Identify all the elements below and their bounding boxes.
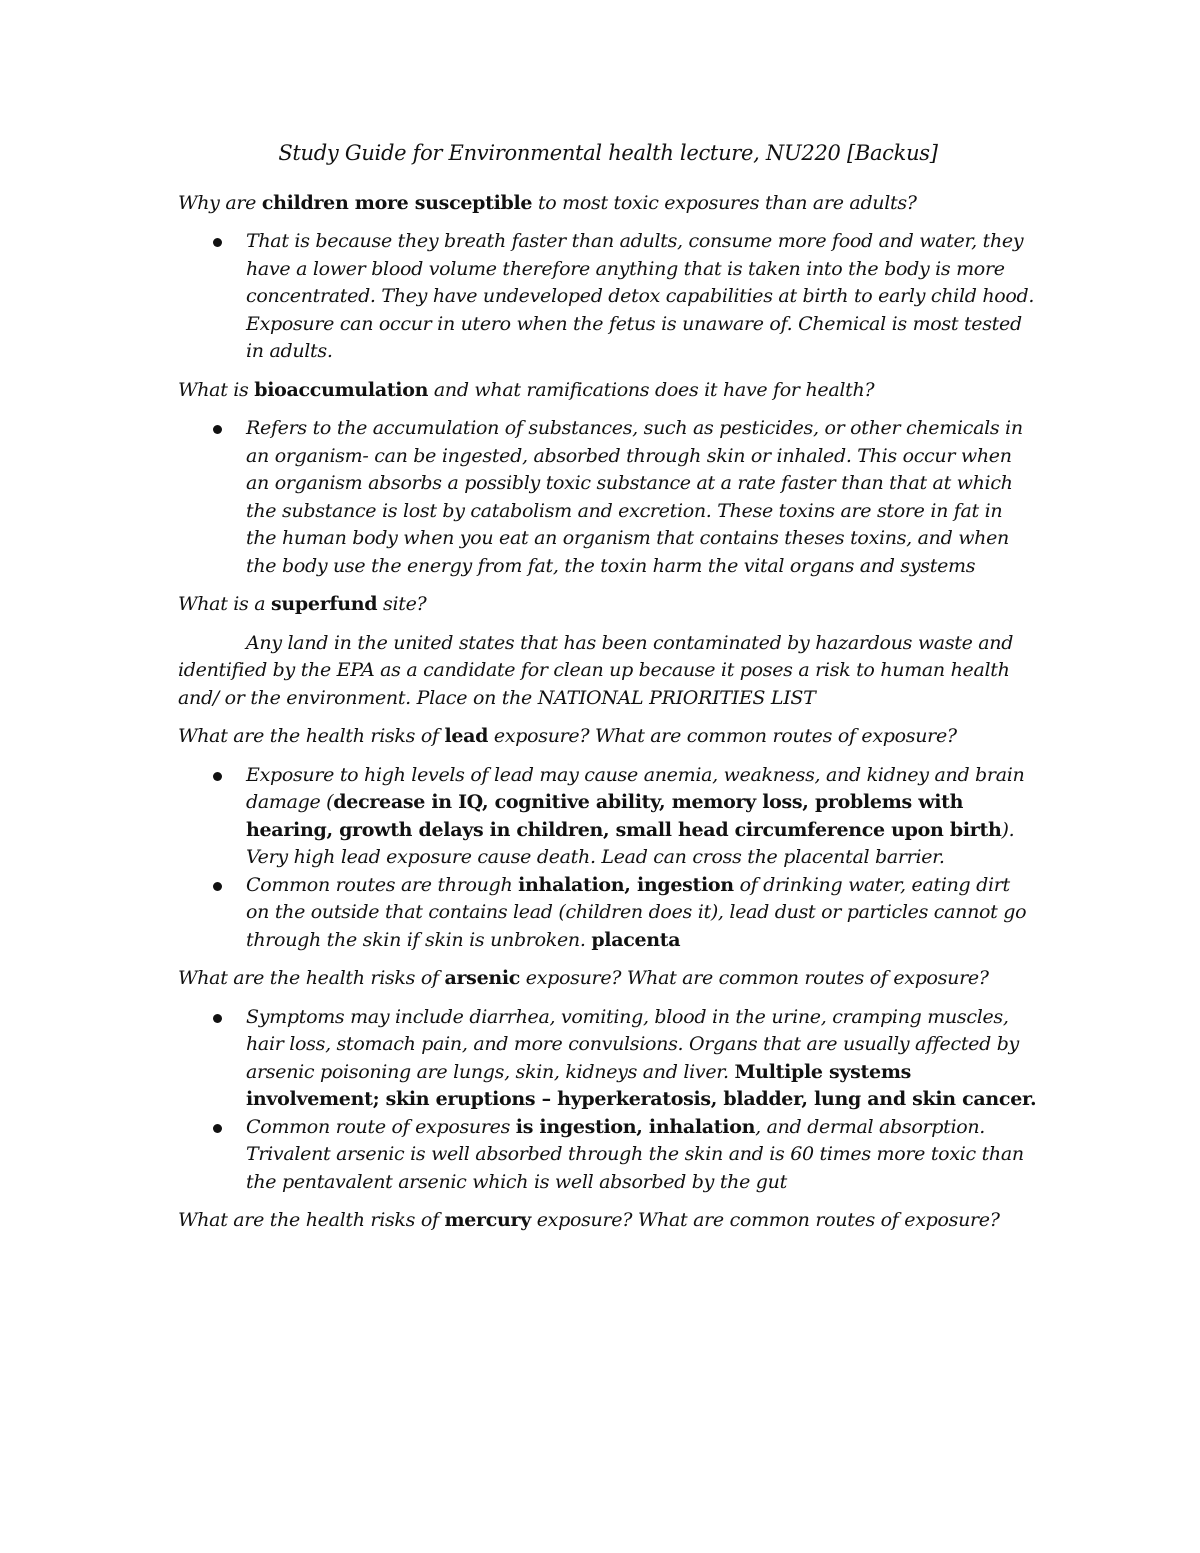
answer-bullet xyxy=(178,415,1038,580)
answer-bullet xyxy=(178,762,1038,872)
question-keyword: bioaccumulation xyxy=(254,378,429,401)
bullet-icon xyxy=(213,1124,222,1133)
answer-list-arsenic xyxy=(178,1004,1038,1197)
answer-text: of drinking water, eating dirt on the outside that contains lead (children does it), lead dust or particles cannot go through the skin if skin is unbroken. xyxy=(246,873,1027,951)
answer-bold-text: ingestion xyxy=(636,873,734,896)
answer-text: Symptoms may include diarrhea, vomiting, blood in the urine, cramping muscles, hair loss, stomach pain, and more convulsions. Organs that are usually affected by arsenic poisoning are lungs, skin, kidneys and liver. xyxy=(246,1005,1019,1083)
question-mercury xyxy=(178,1207,1038,1235)
question-text: site? xyxy=(377,593,427,615)
question-text: What are the health risks of xyxy=(178,1209,445,1231)
bullet-icon xyxy=(213,882,222,891)
question-keyword: children more susceptible xyxy=(261,191,533,214)
answer-text: Common route of exposures xyxy=(246,1115,516,1138)
question-text: What are the health risks of xyxy=(178,967,445,989)
question-arsenic xyxy=(178,965,1038,993)
bullet-icon xyxy=(213,425,222,434)
answer-text: Refers to the accumulation of substances, such as pesticides, or other chemicals in an organism- can be ingested, absorbed through skin or inhaled. This occur when an organism absorbs a possibly toxic substance at a rate faster than that at which the substance is lost by catabolism and excretion. These toxins are store in fat in the human body when you eat an organism that contains theses toxins, and when the body use the energy from fat, the toxin harm the vital organs and systems xyxy=(246,417,1023,577)
question-text: to most toxic exposures than are adults? xyxy=(532,191,917,214)
answer-bullet xyxy=(178,1004,1038,1114)
question-text: What is xyxy=(178,378,255,401)
answer-bullet xyxy=(178,228,1038,366)
question-children xyxy=(178,190,1038,218)
answer-text: ). Very high lead exposure cause death. Lead can cross the placental barrier. xyxy=(246,818,1015,868)
answer-list-children xyxy=(178,228,1038,366)
document-title: Study Guide for Environmental health lecture, NU220 [Backus] xyxy=(278,141,938,165)
answer-bold-text: placenta xyxy=(591,928,681,951)
answer-superfund: Any land in the united states that has been contaminated by hazardous waste and identified by the EPA as a candidate for clean up because it poses a risk to human health and/ or the environment. Place on the NATIONAL PRIORITIES LIST xyxy=(178,631,1014,709)
bullet-icon xyxy=(213,238,222,247)
question-keyword: superfund xyxy=(271,593,378,615)
answer-list-lead xyxy=(178,762,1038,955)
answer-bold-text: is ingestion, inhalation xyxy=(515,1115,756,1138)
question-bioaccumulation xyxy=(178,377,1038,405)
answer-bullet xyxy=(178,1114,1038,1197)
question-text: exposure? What are common routes of exposure? xyxy=(520,967,989,989)
answer-bold-text: . xyxy=(1029,1088,1037,1110)
answer-bullet xyxy=(178,872,1038,955)
question-text: and what ramifications does it have for health? xyxy=(428,378,875,401)
question-lead xyxy=(178,723,1038,751)
bullet-icon xyxy=(213,1014,222,1023)
answer-text: , and dermal absorption. Trivalent arsenic is well absorbed through the skin and is 60 times more toxic than the pentavalent arsenic which is well absorbed by the gut xyxy=(246,1115,1024,1193)
question-text: exposure? What are common routes of exposure? xyxy=(488,725,957,747)
answer-text: Common routes are through xyxy=(246,873,519,896)
question-text: exposure? What are common routes of exposure? xyxy=(531,1209,1000,1231)
question-keyword: mercury xyxy=(444,1209,531,1231)
answer-text: Exposure to high levels of lead may cause anemia, weakness, and kidney and brain damage ( xyxy=(246,763,1025,813)
answer-bold-text: decrease in IQ, cognitive ability, memory loss, problems with hearing, growth delays in children, small head circumference upon birth xyxy=(246,791,1002,841)
question-text: What is a xyxy=(178,593,272,615)
question-text: What are the health risks of xyxy=(178,725,445,747)
answer-bold-text: Multiple systems involvement; skin eruptions – hyperkeratosis, bladder, lung and skin cancer xyxy=(246,1060,1030,1110)
document-body xyxy=(178,140,1038,1246)
question-text: Why are xyxy=(178,191,262,214)
bullet-icon xyxy=(213,772,222,781)
answer-bold-text: inhalation xyxy=(518,873,625,896)
question-keyword: lead xyxy=(444,725,489,747)
answer-bold-text: , xyxy=(624,873,637,896)
question-keyword: arsenic xyxy=(444,967,521,989)
question-superfund xyxy=(178,591,1038,619)
answer-text: That is because they breath faster than adults, consume more food and water, they have a lower blood volume therefore anything that is taken into the body is more concentrated. They have undeveloped detox capabilities at birth to early child hood. Exposure can occur in utero when the fetus is unaware of. Chemical is most tested in adults. xyxy=(246,230,1035,362)
answer-list-bioaccumulation xyxy=(178,415,1038,580)
